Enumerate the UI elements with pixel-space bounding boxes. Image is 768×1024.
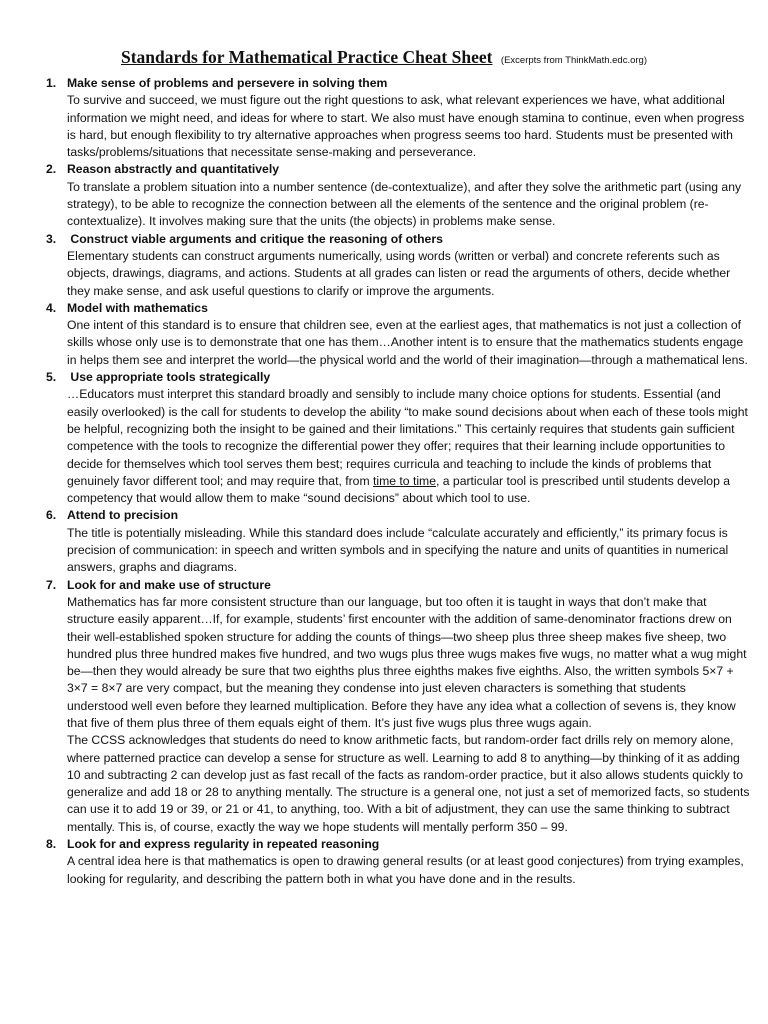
list-item <box>38 300 750 369</box>
item-number: 5. <box>46 370 57 385</box>
list-item <box>38 507 750 576</box>
list-item <box>38 577 750 836</box>
item-number: 8. <box>46 837 57 852</box>
title-line <box>0 47 768 68</box>
item-body: To survive and succeed, we must figure out the right questions to ask, what relevant experiences we have, what additional information we might need, and ideas for where to start. We also must have enough stamina to continue, even when progress is hard, but enough flexibility to try alternative approaches when progress seems too hard. Students must be presented with tasks/problems/situations that necessitate sense-making and perseverance. <box>67 93 745 160</box>
item-body-text: , a particular tool is prescribed until students develop a competency that would allow them to make “sound decisions” about which tool to use. <box>67 473 731 506</box>
source-note: (Excerpts from ThinkMath.edc.org) <box>500 55 647 66</box>
item-number: 1. <box>46 76 57 90</box>
item-heading: Make sense of problems and persevere in solving them <box>67 76 388 90</box>
item-heading: Reason abstractly and quantitatively <box>67 162 279 177</box>
practice-list <box>38 75 750 888</box>
item-number: 3. <box>46 231 57 246</box>
item-heading: Model with mathematics <box>67 300 208 315</box>
list-item <box>38 75 750 161</box>
list-item <box>38 161 750 230</box>
page-title: Standards for Mathematical Practice Cheat Sheet <box>120 47 493 67</box>
list-item <box>38 836 750 888</box>
item-body: A central idea here is that mathematics is open to drawing general results (or at least good conjectures) from trying examples, looking for regularity, and describing the pattern both in what you have done and in the results. <box>67 854 744 886</box>
item-heading: Attend to precision <box>67 508 179 523</box>
item-heading: Look for and express regularity in repeated reasoning <box>67 837 380 852</box>
item-body <box>67 386 750 507</box>
item-body: Mathematics has far more consistent structure than our language, but too often it is taught in ways that don’t make that structure easily apparent…If, for example, students’ first encounter with the addition of same-denominator fractions drew on their well-established spoken structure for adding the counts of things—two sheep plus three sheep makes five sheep, two hundred plus three hundred makes five hundred, and two wugs plus three wugs makes five wugs, no matter what a wug might be—then they would already be sure that two eighths plus three eighths makes five eighths. Also, the written symbols 5×7 + 3×7 = 8×7 are very compact, but the meaning they condense into just eleven characters is something that students understood well even before they learned multiplication. Before they have any idea what a collection of sevens is, they know that five of them plus three of them equals eight of them. It’s just five wugs plus three wugs again. <box>67 594 747 730</box>
item-number: 2. <box>46 162 57 177</box>
item-body-text: …Educators must interpret this standard broadly and sensibly to include many choice options for students. Essential (and easily overlooked) is the call for students to develop the ability “to make sound decisions about when each of these tools might be helpful, recognizing both the insight to be gained and their limitations.” This certainly requires that students gain sufficient competence with the tools to recognize the differential power they offer; requires that their learning include opportunities to decide for themselves which tool serves them best; requires curricula and teaching to include the kinds of problems that genuinely favor different tool; and may require that, from <box>67 387 748 488</box>
item-body: One intent of this standard is to ensure that children see, even at the earliest ages, that mathematics is not just a collection of skills whose only use is to demonstrate that one has them…Another intent is to ensure that the mathematics students engage in helps them see and interpret the world—the physical world and the world of their imagination—through a mathematical lens. <box>67 318 748 367</box>
underlined-phrase: time to time <box>373 473 436 488</box>
item-body: Elementary students can construct arguments numerically, using words (written or verbal) and concrete referents such as objects, drawings, diagrams, and actions. Students at all grades can listen or read the arguments of others, decide whether they make sense, and ask useful questions to clarify or improve the arguments. <box>67 248 731 298</box>
list-item <box>38 231 750 300</box>
item-body: To translate a problem situation into a number sentence (de-contextualize), and after they solve the arithmetic part (using any strategy), to be able to recognize the connection between all the elements of the sentence and the original problem (re-contextualize). It involves making sure that the units (the objects) in problems make sense. <box>67 179 742 229</box>
item-number: 4. <box>46 300 57 315</box>
item-heading: Look for and make use of structure <box>67 577 271 592</box>
item-heading: Construct viable arguments and critique the reasoning of others <box>67 231 443 246</box>
list-item <box>38 369 750 507</box>
item-body: The title is potentially misleading. While this standard does include “calculate accurately and efficiently,” its primary focus is precision of communication: in speech and written symbols and in specifying the nature and units of quantities in numerical answers, graphs and diagrams. <box>67 525 729 575</box>
item-heading: Use appropriate tools strategically <box>67 370 271 385</box>
item-body-paragraph-2: The CCSS acknowledges that students do need to know arithmetic facts, but random-order fact drills rely on memory alone, where patterned practice can develop a sense for structure as well. Learning to add 8 to anything—by thinking of it as adding 10 and subtracting 2 can develop just as fast recall of the facts as random-order practice, but it also allows students quickly to generalize and add 18 or 28 to anything mentally. The structure is a general one, not just a set of memorized facts, so students can use it to add 19 or 39, or 21 or 41, to anything, too. With a bit of adjustment, they can use the same thinking to subtract mentally. This is, of course, exactly the way we hope students will mentally perform 350 – 99. <box>67 733 750 834</box>
item-number: 6. <box>46 508 57 523</box>
item-number: 7. <box>46 577 57 592</box>
